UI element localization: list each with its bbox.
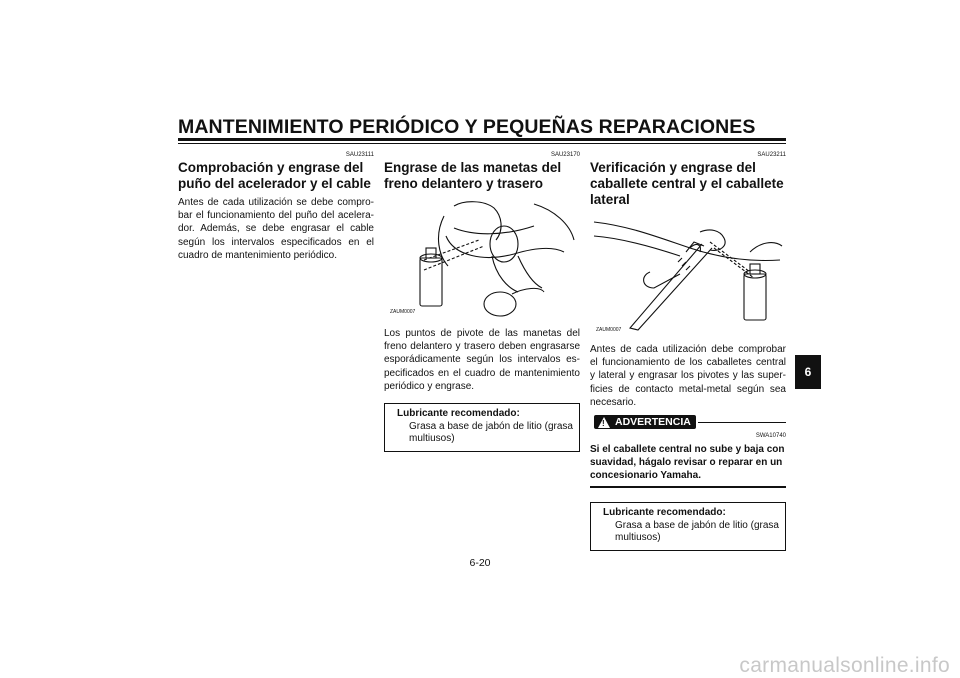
lubricant-box [384, 403, 580, 452]
section-code: SAU23170 [550, 152, 580, 158]
section-throttle [178, 152, 374, 262]
side-stand-drawing [590, 212, 786, 337]
section-title: Verificación y engrase del caballete central y el caballete lateral [590, 160, 784, 207]
chapter-tab: 6 [795, 355, 821, 389]
illustration-label: ZAUM0007 [390, 309, 416, 315]
section-levers [384, 152, 580, 452]
section-body: Los puntos de pivote de las manetas del freno delantero y trasero deben engrasarse esporádicamente según los intervalos es-pecificados en el cuadro de mantenimiento periódico y engrase. [384, 328, 580, 392]
lubricant-title: Lubricante recomendado: [397, 408, 520, 420]
footer-watermark-link[interactable]: carmanualsonline.info [739, 654, 950, 677]
page-number: 6-20 [469, 557, 491, 569]
section-body: Antes de cada utilización se debe compro-bar el funcionamiento del puño del acelera-dor. Además, se debe engrasar el cable según los intervalos especificados en el cuadro de mantenimiento periódico. [178, 197, 374, 261]
lever-illustration [384, 196, 580, 321]
warning-triangle-icon: ! [598, 417, 610, 428]
lubricant-title: Lubricante recomendado: [603, 507, 726, 519]
section-title: Engrase de las manetas del freno delantero y trasero [384, 160, 562, 191]
header-rule-thick [178, 138, 786, 141]
section-body: Antes de cada utilización debe comprobar el funcionamiento de los caballetes central y lateral y engrasar los pivotes y las super-ficies de contacto metal-metal según sea necesario. [590, 344, 786, 408]
section-code: SAU23111 [345, 152, 374, 158]
stand-illustration [590, 212, 786, 337]
lubricant-text: Grasa a base de jabón de litio (grasa multiusos) [409, 420, 573, 445]
warning-rule [698, 422, 786, 423]
brake-lever-drawing [384, 196, 580, 321]
warning-label: ADVERTENCIA [615, 416, 691, 429]
section-title: Comprobación y engrase del puño del acelerador y el cable [178, 160, 371, 191]
section-code: SAU23211 [757, 152, 786, 158]
warning-badge [594, 415, 696, 429]
illustration-label: ZAUM0007 [596, 327, 622, 333]
warning-code: SWA10740 [755, 433, 786, 440]
section-stands [590, 152, 786, 551]
page-header-title: MANTENIMIENTO PERIÓDICO Y PEQUEÑAS REPARACIONES [178, 116, 756, 138]
warning-header [590, 413, 786, 443]
lubricant-text: Grasa a base de jabón de litio (grasa multiusos) [615, 519, 779, 544]
header-rule-thin [178, 143, 786, 144]
lubricant-box [590, 502, 786, 551]
warning-text: Si el caballete central no sube y baja con suavidad, hágalo revisar o reparar en un concesionario Yamaha. [590, 443, 786, 488]
